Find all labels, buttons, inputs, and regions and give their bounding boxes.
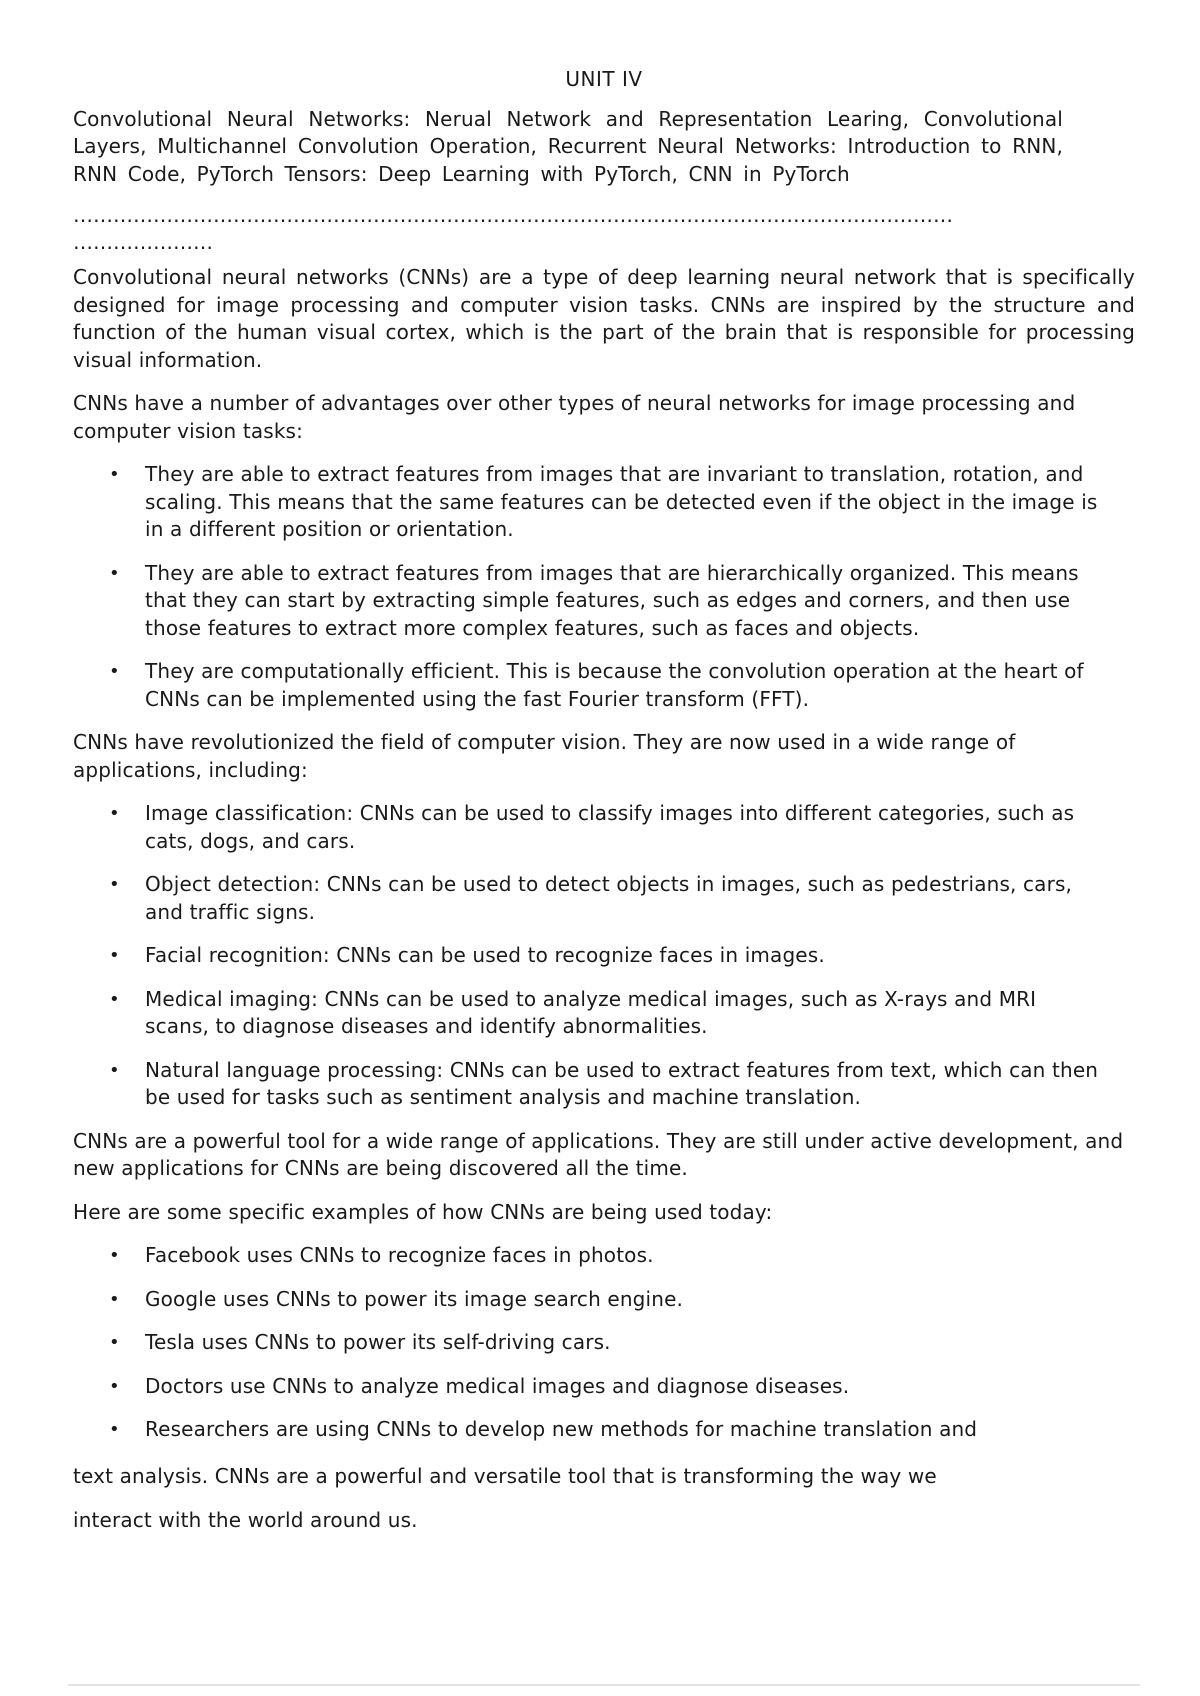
trailing-line: interact with the world around us. xyxy=(73,1507,418,1532)
applications-list xyxy=(73,800,1135,1112)
intro-paragraph: Convolutional neural networks (CNNs) are a type of deep learning neural network that is specifically designed for image processing and computer vision tasks. CNNs are inspired by the structure and function of the human visual cortex, which is the part of the brain that is responsible for processing visual information. xyxy=(73,265,1135,372)
list-item xyxy=(73,1329,1135,1357)
syllabus-topics: Convolutional Neural Networks: Nerual Network and Representation Learing, Convolutional Layers, Multichannel Convolution Operation, Recurrent Neural Networks: Introduction to RNN, RNN Code, PyTorch Tensors: Deep Learning with PyTorch, CNN in PyTorch xyxy=(73,106,1063,186)
footer-divider xyxy=(68,1684,1140,1686)
list-item xyxy=(73,461,1135,544)
bullet-icon: • xyxy=(109,1059,120,1081)
list-item-text: Doctors use CNNs to analyze medical images and diagnose diseases. xyxy=(145,1373,850,1398)
list-item-text: They are able to extract features from images that are invariant to translation, rotation, and scaling. This means that the same features can be detected even if the object in the image is in a different position or orientation. xyxy=(145,462,1098,541)
list-item-text: Image classification: CNNs can be used to classify images into different categories, such as cats, dogs, and cars. xyxy=(145,801,1075,853)
bullet-icon: • xyxy=(109,562,120,584)
list-item xyxy=(73,1286,1135,1314)
list-item xyxy=(73,942,1135,970)
list-item xyxy=(73,1057,1135,1112)
dotted-separator-continuation: ………………… xyxy=(73,230,213,254)
list-item xyxy=(73,1242,1135,1270)
advantages-list xyxy=(73,461,1135,713)
bullet-icon: • xyxy=(109,1332,120,1353)
list-item-text: Researchers are using CNNs to develop new methods for machine translation and xyxy=(145,1417,978,1441)
bullet-icon: • xyxy=(109,1375,120,1397)
bullet-icon: • xyxy=(109,1288,120,1310)
bullet-icon: • xyxy=(109,661,120,682)
list-item-text: Tesla uses CNNs to power its self-driving cars. xyxy=(145,1330,611,1354)
examples-list xyxy=(73,1242,1135,1444)
document-page xyxy=(73,66,1135,1542)
list-item xyxy=(73,800,1135,855)
powerful-tool-paragraph: CNNs are a powerful tool for a wide range of applications. They are still under active development, and new applications for CNNs are being discovered all the time. xyxy=(73,1128,1124,1180)
bullet-icon: • xyxy=(109,803,120,824)
bullet-icon: • xyxy=(109,874,120,895)
dotted-separator: …………………………………………………………………………………………………………………… xyxy=(73,203,953,227)
list-item-text: Facebook uses CNNs to recognize faces in photos. xyxy=(145,1243,654,1267)
list-item xyxy=(73,986,1135,1041)
list-item-text: Google uses CNNs to power its image search engine. xyxy=(145,1286,684,1311)
list-item xyxy=(73,658,1135,713)
list-item-text: Object detection: CNNs can be used to detect objects in images, such as pedestrians, cars, and traffic signs. xyxy=(145,872,1073,924)
bullet-icon: • xyxy=(109,1419,120,1440)
list-item-text: Medical imaging: CNNs can be used to analyze medical images, such as X-rays and MRI scans, to diagnose diseases and identify abnormalities. xyxy=(145,986,1037,1038)
list-item xyxy=(73,1416,1135,1444)
advantages-intro: CNNs have a number of advantages over other types of neural networks for image processing and computer vision tasks: xyxy=(73,391,1076,443)
bullet-icon: • xyxy=(109,988,120,1010)
list-item-text: They are able to extract features from images that are hierarchically organized. This means that they can start by extracting simple features, such as edges and corners, and then use those features to extract more complex features, such as faces and objects. xyxy=(145,560,1079,640)
trailing-line: text analysis. CNNs are a powerful and versatile tool that is transforming the way we xyxy=(73,1463,937,1488)
unit-title: UNIT IV xyxy=(565,67,643,91)
list-item-text: Facial recognition: CNNs can be used to recognize faces in images. xyxy=(145,943,825,967)
list-item-text: They are computationally efficient. This is because the convolution operation at the heart of CNNs can be implemented using the fast Fourier transform (FFT). xyxy=(145,659,1084,711)
list-item xyxy=(73,1373,1135,1401)
applications-intro: CNNs have revolutionized the field of computer vision. They are now used in a wide range of applications, including: xyxy=(73,730,1016,782)
bullet-icon: • xyxy=(109,464,120,485)
list-item xyxy=(73,560,1135,643)
list-item xyxy=(73,871,1135,926)
bullet-icon: • xyxy=(109,945,120,966)
bullet-icon: • xyxy=(109,1245,120,1266)
examples-intro: Here are some specific examples of how CNNs are being used today: xyxy=(73,1199,773,1224)
list-item-text: Natural language processing: CNNs can be used to extract features from text, which can then be used for tasks such as sentiment analysis and machine translation. xyxy=(145,1057,1099,1109)
